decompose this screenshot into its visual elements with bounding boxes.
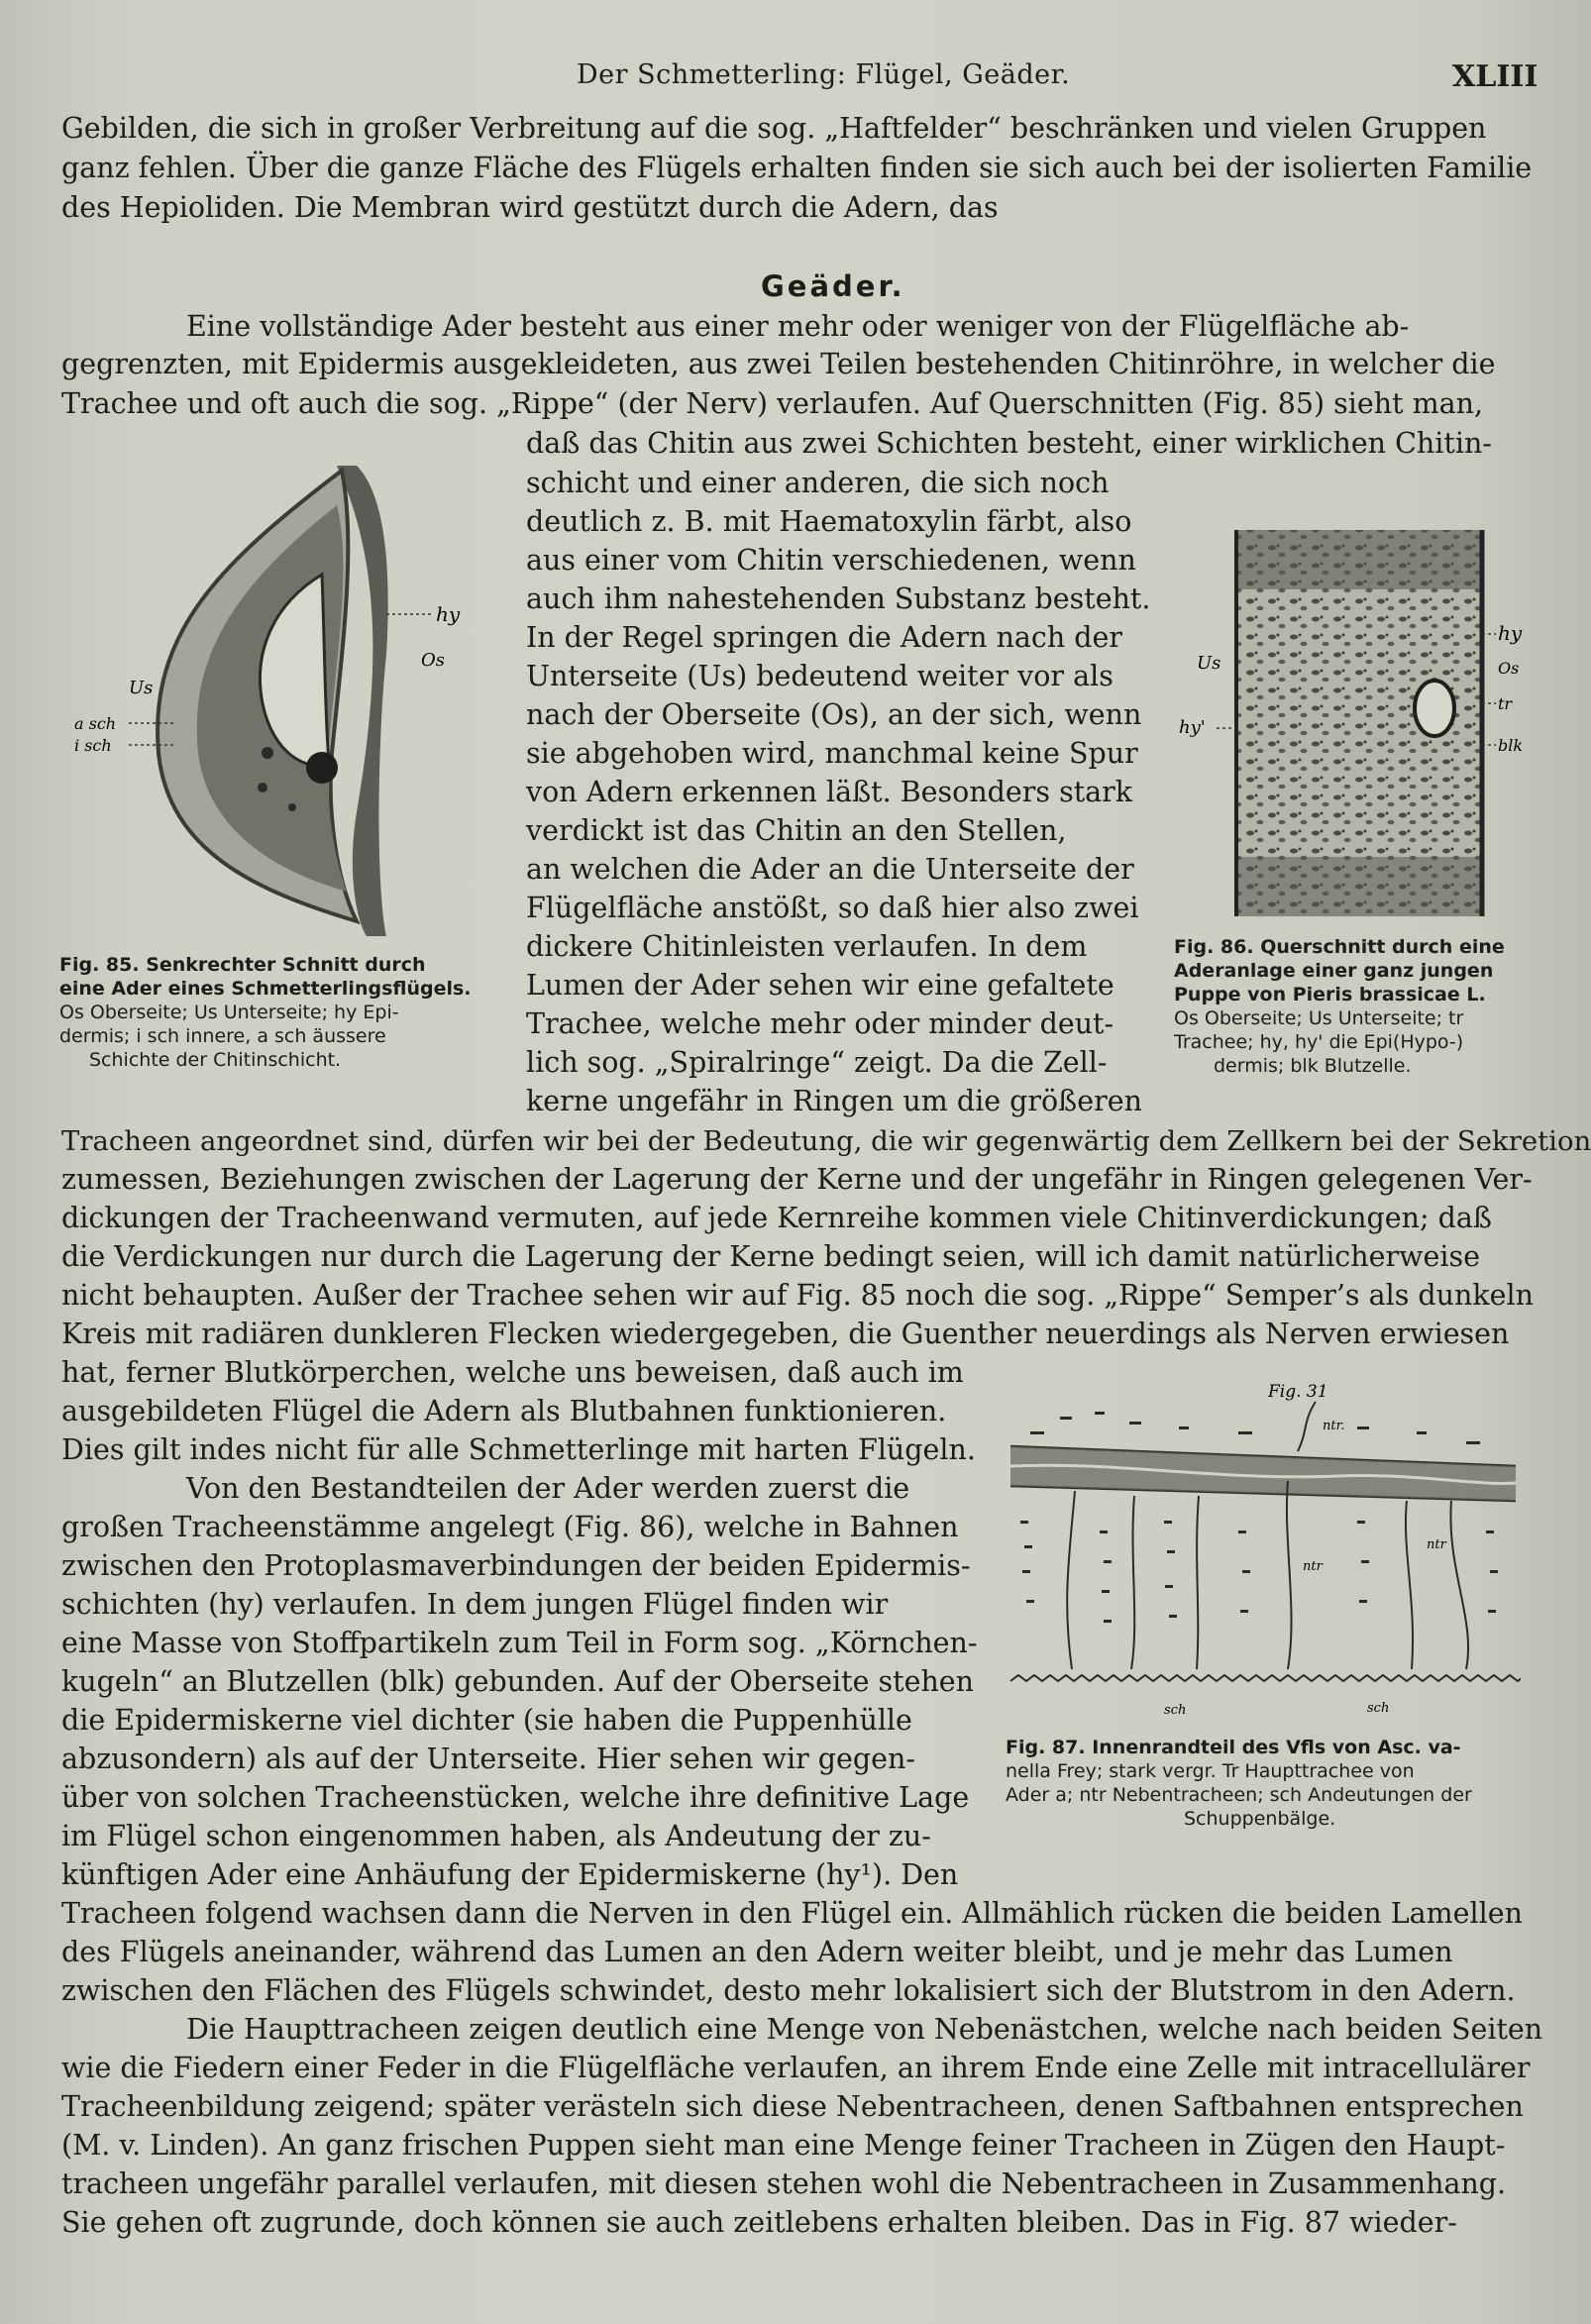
body-line: des Hepioliden. Die Membran wird gestützt durch die Adern, das (61, 191, 999, 224)
figure-85-caption (59, 953, 485, 1077)
body-line: dickere Chitinleisten verlaufen. In dem (526, 930, 1088, 963)
body-line: wie die Fiedern einer Feder in die Flügelfläche verlaufen, an ihrem Ende eine Zelle mit intracellulärer (61, 2052, 1531, 2084)
fig86-label-tr: tr (1498, 694, 1513, 713)
running-header: Der Schmetterling: Flügel, Geäder. (577, 59, 1071, 90)
body-line: Unterseite (Us) bedeutend weiter vor als (526, 660, 1114, 692)
fig85-label-os: Os (421, 650, 445, 671)
body-line: Tracheen angeordnet sind, dürfen wir bei der Bedeutung, die wir gegenwärtig dem Zellkern bei der Sekretion (61, 1125, 1591, 1157)
fig86-caption-line: dermis; blk Blutzelle. (1214, 1055, 1412, 1077)
fig85-label-hy: hy (436, 602, 461, 626)
figure-87-caption (1006, 1736, 1540, 1835)
body-line: abzusondern) als auf der Unterseite. Hier sehen wir gegen- (61, 1743, 915, 1775)
body-line: lich sog. „Spiralringe“ zeigt. Da die Zell- (526, 1046, 1108, 1079)
fig85-caption-line: dermis; i sch innere, a sch äussere (59, 1025, 386, 1047)
body-line: In der Regel springen die Adern nach der (526, 621, 1123, 654)
fig85-label-us: Us (129, 678, 154, 698)
fig87-label-ntr1: ntr. (1323, 1419, 1345, 1433)
figure-87-inner-margin (1001, 1372, 1521, 1724)
body-line: Trachee und oft auch die sog. „Rippe“ (der Nerv) verlaufen. Auf Querschnitten (Fig. 85) sieht man, (61, 387, 1484, 420)
body-line: deutlich z. B. mit Haematoxylin färbt, also (526, 505, 1132, 538)
body-line: Die Haupttracheen zeigen deutlich eine Menge von Nebenästchen, welche nach beiden Seiten (186, 2013, 1543, 2046)
fig85-caption-line: Schichte der Chitinschicht. (89, 1049, 342, 1071)
body-line: im Flügel schon eingenommen haben, als Andeutung der zu- (61, 1820, 931, 1852)
body-line: zumessen, Beziehungen zwischen der Lagerung der Kerne und der ungefähr in Ringen gelegenen Ver- (61, 1163, 1533, 1196)
body-line: Kreis mit radiären dunkleren Flecken wiedergegeben, die Guenther neuerdings als Nerven erwiesen (61, 1318, 1510, 1350)
fig87-label-title: Fig. 31 (1268, 1382, 1328, 1402)
fig86-caption-line: Trachee; hy, hy' die Epi(Hypo-) (1174, 1031, 1464, 1053)
body-line: sie abgehoben wird, manchmal keine Spur (526, 737, 1138, 770)
body-line: schicht und einer anderen, die sich noch (526, 467, 1110, 499)
body-line: über von solchen Tracheenstücken, welche ihre definitive Lage (61, 1781, 970, 1814)
body-line: Von den Bestandteilen der Ader werden zuerst die (186, 1472, 910, 1505)
body-line: verdickt ist das Chitin an den Stellen, (526, 814, 1067, 847)
fig87-label-sch1: sch (1164, 1703, 1187, 1718)
body-line: daß das Chitin aus zwei Schichten besteht, einer wirklichen Chitin- (526, 427, 1492, 460)
fig87-caption-line: Fig. 87. Innenrandteil des Vfls von Asc. va- (1006, 1737, 1461, 1758)
body-line: schichten (hy) verlaufen. In dem jungen Flügel finden wir (61, 1588, 889, 1621)
fig86-label-blk: blk (1498, 736, 1524, 755)
fig86-caption-line: Aderanlage einer ganz jungen (1174, 960, 1494, 982)
body-line: die Epidermiskerne viel dichter (sie haben die Puppenhülle (61, 1704, 912, 1737)
figure-86-caption (1174, 935, 1570, 1079)
body-line: die Verdickungen nur durch die Lagerung der Kerne bedingt seien, will ich damit natürlicherweise (61, 1240, 1480, 1273)
body-line: an welchen die Ader an die Unterseite der (526, 853, 1134, 886)
body-line: des Flügels aneinander, während das Lumen an den Adern weiter bleibt, und je mehr das Lumen (61, 1936, 1453, 1968)
body-line: tracheen ungefähr parallel verlaufen, mit diesen stehen wohl die Nebentracheen in Zusammenhang. (61, 2167, 1507, 2200)
figure-85-vein-section (59, 456, 476, 951)
fig87-label-ntr2: ntr (1303, 1559, 1323, 1574)
body-line: Tracheenbildung zeigend; später verästeln sich diese Nebentracheen, denen Saftbahnen entsprechen (61, 2090, 1524, 2123)
body-line: großen Tracheenstämme angelegt (Fig. 86), welche in Bahnen (61, 1511, 959, 1543)
body-line: kugeln“ an Blutzellen (blk) gebunden. Auf der Oberseite stehen (61, 1665, 975, 1698)
fig85-caption-line: Os Oberseite; Us Unterseite; hy Epi- (59, 1002, 399, 1023)
body-line: Sie gehen oft zugrunde, doch können sie auch zeitlebens erhalten bleiben. Das in Fig. 87 wieder- (61, 2206, 1457, 2239)
body-line: ganz fehlen. Über die ganze Fläche des Flügels erhalten finden sie sich auch bei der isolierten Familie (61, 152, 1533, 184)
fig85-label-asch: a sch (74, 714, 117, 733)
fig86-label-os: Os (1498, 659, 1520, 678)
body-line: gegrenzten, mit Epidermis ausgekleideten, aus zwei Teilen bestehenden Chitinröhre, in welcher die (61, 348, 1496, 380)
body-line: Gebilden, die sich in großer Verbreitung auf die sog. „Haftfelder“ beschränken und vielen Gruppen (61, 112, 1487, 145)
body-line: eine Masse von Stoffpartikeln zum Teil in Form sog. „Körnchen- (61, 1627, 978, 1659)
body-line: aus einer vom Chitin verschiedenen, wenn (526, 544, 1136, 577)
body-line: Eine vollständige Ader besteht aus einer mehr oder weniger von der Flügelfläche ab- (186, 310, 1410, 343)
fig87-caption-line: Ader a; ntr Nebentracheen; sch Andeutungen der (1006, 1784, 1472, 1806)
body-line: Tracheen folgend wachsen dann die Nerven in den Flügel ein. Allmählich rücken die beiden Lamellen (61, 1897, 1524, 1930)
fig86-label-hy1: hy' (1179, 717, 1206, 738)
figure-86-pupal-vein-section (1179, 525, 1555, 921)
body-line: auch ihm nahestehenden Substanz besteht. (526, 582, 1151, 615)
fig86-label-hy: hy (1498, 621, 1523, 645)
body-line: Trachee, welche mehr oder minder deut- (526, 1007, 1114, 1040)
body-line: künftigen Ader eine Anhäufung der Epidermiskerne (hy¹). Den (61, 1858, 959, 1891)
body-line: (M. v. Linden). An ganz frischen Puppen sieht man eine Menge feiner Tracheen in Zügen den Haupt- (61, 2129, 1506, 2162)
fig85-caption-line: Fig. 85. Senkrechter Schnitt durch (59, 954, 426, 976)
fig87-caption-line: nella Frey; stark vergr. Tr Haupttrachee von (1006, 1760, 1415, 1782)
section-heading: Geäder. (761, 269, 905, 303)
body-line: nach der Oberseite (Os), an der sich, wenn (526, 698, 1142, 731)
fig86-caption-line: Fig. 86. Querschnitt durch eine (1174, 936, 1505, 958)
page-number: XLIII (1452, 59, 1538, 94)
body-line: Flügelfläche anstößt, so daß hier also zwei (526, 892, 1139, 924)
fig87-label-sch2: sch (1367, 1701, 1390, 1716)
body-line: Lumen der Ader sehen wir eine gefaltete (526, 969, 1114, 1002)
body-line: hat, ferner Blutkörperchen, welche uns beweisen, daß auch im (61, 1356, 964, 1389)
fig87-caption-line: Schuppenbälge. (1184, 1808, 1336, 1830)
body-line: dickungen der Tracheenwand vermuten, auf jede Kernreihe kommen viele Chitinverdickungen; daß (61, 1202, 1492, 1234)
fig86-caption-line: Puppe von Pieris brassicae L. (1174, 984, 1486, 1005)
fig86-caption-line: Os Oberseite; Us Unterseite; tr (1174, 1007, 1464, 1029)
body-line: ausgebildeten Flügel die Adern als Blutbahnen funktionieren. (61, 1395, 947, 1427)
body-line: Dies gilt indes nicht für alle Schmetterlinge mit harten Flügeln. (61, 1433, 976, 1466)
fig87-label-ntr3: ntr (1427, 1537, 1446, 1552)
body-line: zwischen den Flächen des Flügels schwindet, desto mehr lokalisiert sich der Blutstrom in den Adern. (61, 1974, 1516, 2007)
fig85-label-isch: i sch (74, 736, 112, 755)
body-line: nicht behaupten. Außer der Trachee sehen wir auf Fig. 85 noch die sog. „Rippe“ Semper’s als dunkeln (61, 1279, 1534, 1312)
fig85-caption-line: eine Ader eines Schmetterlingsflügels. (59, 978, 472, 1000)
fig86-label-us: Us (1197, 653, 1221, 674)
body-line: zwischen den Protoplasmaverbindungen der beiden Epidermis- (61, 1549, 971, 1582)
body-line: von Adern erkennen läßt. Besonders stark (526, 776, 1133, 808)
body-line: kerne ungefähr in Ringen um die größeren (526, 1085, 1142, 1117)
